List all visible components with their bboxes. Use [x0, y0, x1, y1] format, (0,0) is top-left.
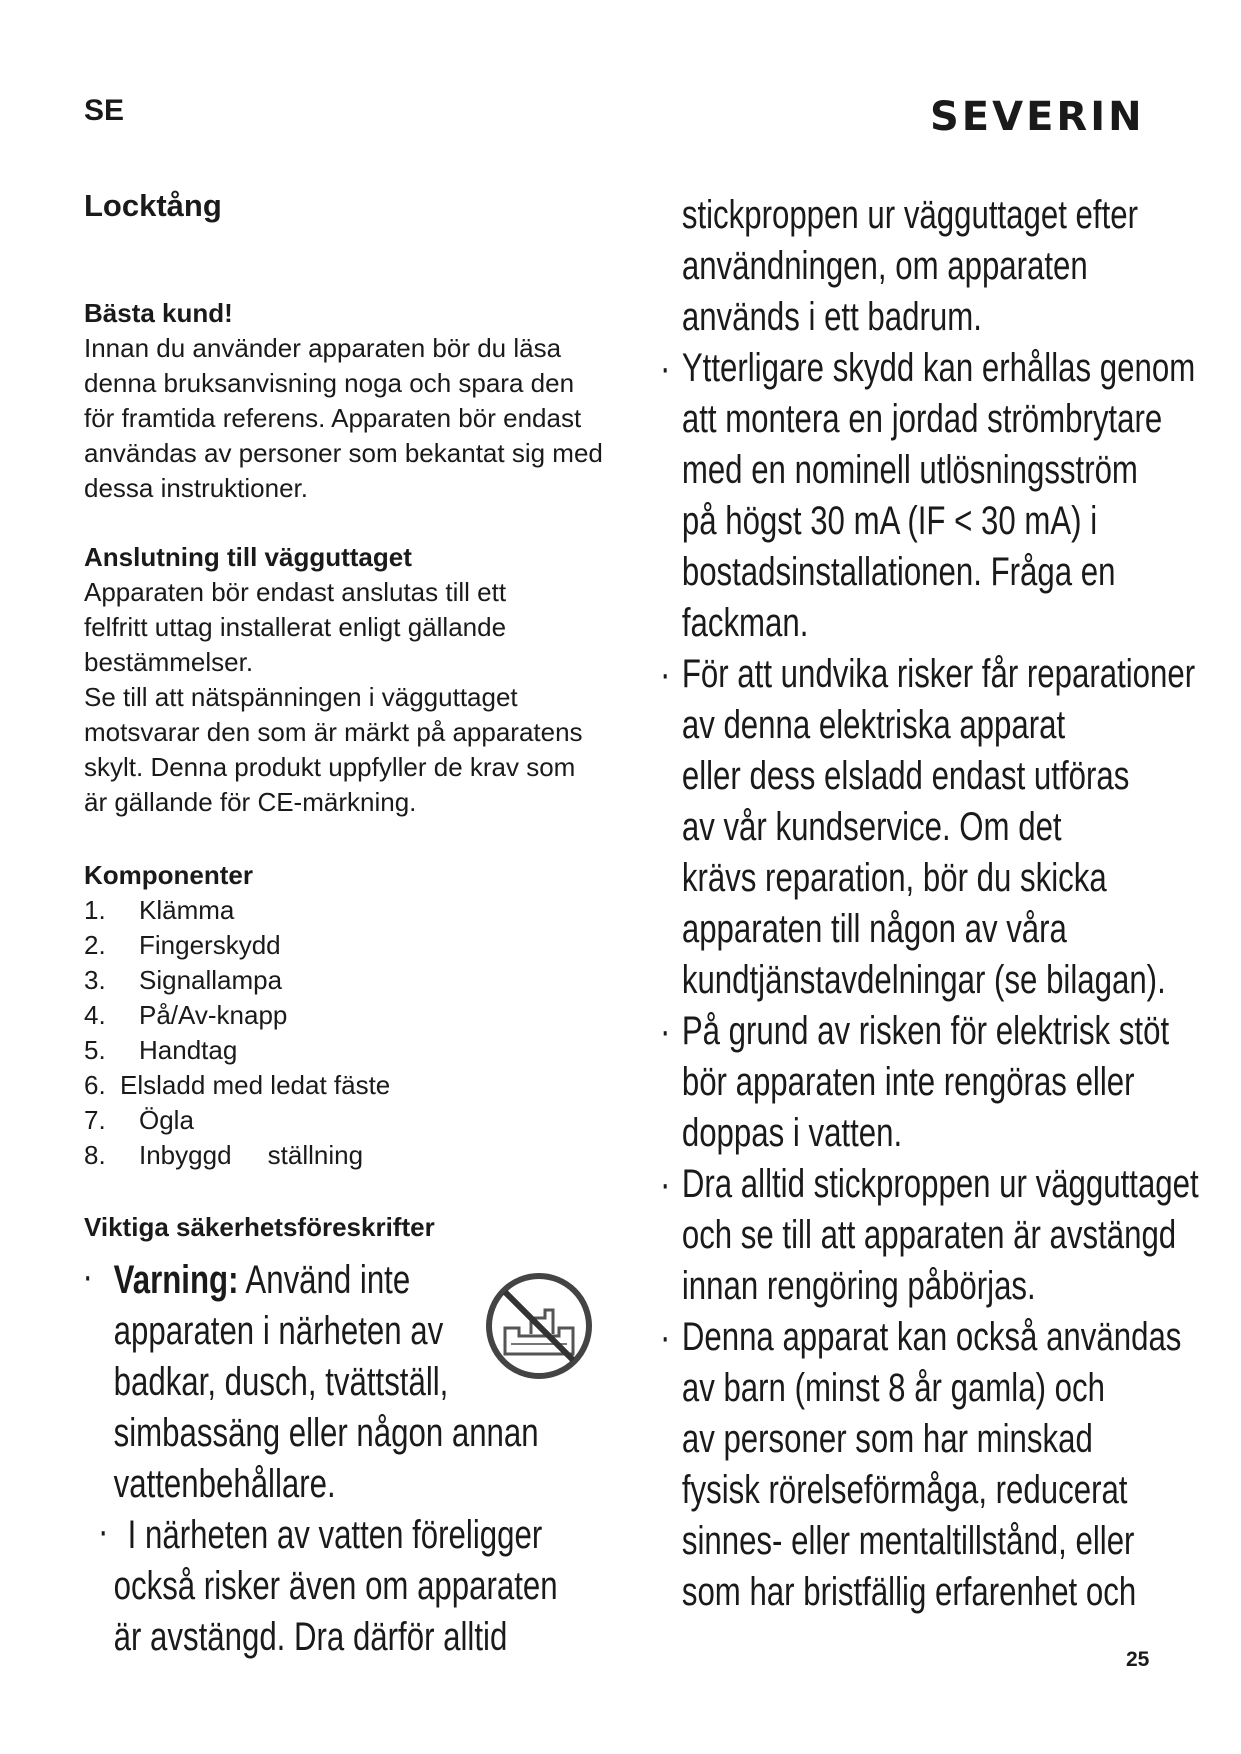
list-item	[84, 928, 624, 963]
list-number: 6.	[84, 1070, 106, 1100]
body-line	[660, 904, 1097, 955]
warning-text: Använd inte	[238, 1258, 411, 1302]
body-line	[660, 802, 1097, 853]
body-text: av barn (minst 8 år gamla) och	[681, 1366, 1105, 1410]
body-text: av personer som har minskad	[681, 1417, 1093, 1461]
connection-line: är gällande för CE-märkning.	[84, 787, 417, 817]
body-line	[660, 853, 1107, 904]
body-text: stickproppen ur vägguttaget efter	[681, 193, 1138, 237]
warning-text: I närheten av vatten föreligger	[127, 1513, 543, 1557]
safety-heading: Viktiga säkerhetsföreskrifter	[84, 1212, 435, 1242]
warning-text: vattenbehållare.	[113, 1462, 336, 1506]
list-item	[84, 963, 624, 998]
body-line	[660, 1414, 1097, 1465]
list-number: 7.	[84, 1105, 106, 1135]
body-line	[660, 700, 1097, 751]
body-line	[660, 1363, 1105, 1414]
bullet: ·	[660, 1315, 671, 1359]
connection-line: skylt. Denna produkt uppfyller de krav som	[84, 752, 576, 782]
no-bath-warning-icon	[483, 1270, 595, 1382]
body-line	[660, 955, 1166, 1006]
warning-text: apparaten i närheten av	[113, 1309, 444, 1353]
components-heading: Komponenter	[84, 860, 253, 890]
body-line	[660, 496, 1097, 547]
body-text: Denna apparat kan också användas	[681, 1315, 1182, 1359]
bullet: ·	[98, 1509, 109, 1553]
list-label: Klämma	[139, 895, 235, 925]
list-number: 4.	[84, 1000, 106, 1030]
list-item	[84, 1068, 624, 1103]
body-line	[660, 547, 1116, 598]
body-text: att montera en jordad strömbrytare	[681, 397, 1163, 441]
body-text: På grund av risken för elektrisk stöt	[681, 1009, 1170, 1053]
list-label: Signallampa	[139, 965, 283, 995]
connection-line: motsvarar den som är märkt på apparatens	[84, 717, 583, 747]
list-label: Inbyggd ställning	[139, 1140, 364, 1170]
body-text: av vår kundservice. Om det	[681, 805, 1062, 849]
body-line	[660, 1210, 1177, 1261]
body-line	[660, 394, 1163, 445]
list-label: Handtag	[139, 1035, 238, 1065]
body-line	[660, 190, 1138, 241]
intro-line: användas av personer som bekantat sig med	[84, 438, 603, 468]
connection-line: felfritt uttag installerat enligt gällande	[84, 612, 507, 642]
list-number: 3.	[84, 965, 106, 995]
components-section	[84, 858, 624, 1173]
body-text: som har bristfällig erfarenhet och	[681, 1570, 1137, 1614]
brand-logo: SEVERIN	[930, 94, 1145, 140]
list-number: 1.	[84, 895, 106, 925]
body-text: användningen, om apparaten	[681, 244, 1088, 288]
list-item	[84, 1103, 624, 1138]
intro-line: för framtida referens. Apparaten bör endast	[84, 403, 582, 433]
language-code: SE	[84, 94, 125, 127]
body-line	[660, 445, 1138, 496]
body-text: med en nominell utlösningsström	[681, 448, 1138, 492]
body-text: apparaten till någon av våra	[681, 907, 1067, 951]
body-line	[660, 1516, 1135, 1567]
list-item	[84, 893, 624, 928]
body-line	[660, 598, 1097, 649]
body-line	[660, 292, 1097, 343]
intro-line: Innan du använder apparaten bör du läsa	[84, 333, 562, 363]
bullet: ·	[660, 652, 671, 696]
bullet: ·	[660, 346, 671, 390]
page-number: 25	[1126, 1648, 1150, 1671]
body-line	[660, 1006, 1170, 1057]
bullet: ·	[82, 1254, 93, 1298]
warning-text: är avstängd. Dra därför alltid	[113, 1615, 508, 1659]
connection-line: bestämmelser.	[84, 647, 254, 677]
body-text: krävs reparation, bör du skicka	[681, 856, 1107, 900]
list-item	[84, 998, 624, 1033]
body-text: doppas i vatten.	[681, 1111, 903, 1155]
list-number: 8.	[84, 1140, 106, 1170]
intro-line: dessa instruktioner.	[84, 473, 309, 503]
connection-line: Se till att nätspänningen i vägguttaget	[84, 682, 518, 712]
list-label: Ögla	[139, 1105, 194, 1135]
body-text: kundtjänstavdelningar (se bilagan).	[681, 958, 1166, 1002]
page-title: Locktång	[84, 188, 222, 223]
body-text: av denna elektriska apparat	[681, 703, 1066, 747]
bullet: ·	[660, 1009, 671, 1053]
body-line	[660, 343, 1196, 394]
intro-heading: Bästa kund!	[84, 298, 233, 328]
body-text: innan rengöring påbörjas.	[681, 1264, 1036, 1308]
body-line	[660, 649, 1196, 700]
list-item	[84, 1138, 624, 1173]
body-line	[660, 1567, 1137, 1618]
warning-label: Varning:	[113, 1258, 239, 1302]
connection-section	[84, 540, 624, 820]
intro-section	[84, 296, 624, 506]
body-line	[660, 1159, 1199, 1210]
body-text: För att undvika risker får reparationer	[681, 652, 1196, 696]
body-line	[660, 1108, 1097, 1159]
body-text: Ytterligare skydd kan erhållas genom	[681, 346, 1196, 390]
body-line	[660, 1057, 1135, 1108]
body-text: eller dess elsladd endast utföras	[681, 754, 1130, 798]
bullet: ·	[660, 1162, 671, 1206]
body-text: på högst 30 mA (IF < 30 mA) i	[681, 499, 1098, 543]
body-text: används i ett badrum.	[681, 295, 982, 339]
body-line	[660, 1312, 1182, 1363]
body-text: bostadsinstallationen. Fråga en	[681, 550, 1116, 594]
warning-text: också risker även om apparaten	[113, 1564, 558, 1608]
warning-text: badkar, dusch, tvättställ,	[113, 1360, 449, 1404]
connection-line: Apparaten bör endast anslutas till ett	[84, 577, 507, 607]
body-text: sinnes- eller mentaltillstånd, eller	[681, 1519, 1135, 1563]
body-text: Dra alltid stickproppen ur vägguttaget	[681, 1162, 1199, 1206]
body-text: och se till att apparaten är avstängd	[681, 1213, 1177, 1257]
warning-text: simbassäng eller någon annan	[113, 1411, 539, 1455]
list-item	[84, 1033, 624, 1068]
body-text: fysisk rörelseförmåga, reducerat	[681, 1468, 1128, 1512]
body-line	[660, 1261, 1097, 1312]
list-number: 2.	[84, 930, 106, 960]
body-line	[660, 751, 1130, 802]
body-text: fackman.	[681, 601, 809, 645]
body-text: bör apparaten inte rengöras eller	[681, 1060, 1135, 1104]
intro-line: denna bruksanvisning noga och spara den	[84, 368, 575, 398]
list-number: 5.	[84, 1035, 106, 1065]
safety-warning-block	[82, 1254, 558, 1663]
connection-heading: Anslutning till vägguttaget	[84, 542, 412, 572]
body-line	[660, 241, 1097, 292]
right-column	[660, 190, 1199, 1618]
body-line	[660, 1465, 1128, 1516]
list-label: Fingerskydd	[139, 930, 281, 960]
list-label: På/Av-knapp	[139, 1000, 288, 1030]
list-label: Elsladd med ledat fäste	[120, 1070, 391, 1100]
